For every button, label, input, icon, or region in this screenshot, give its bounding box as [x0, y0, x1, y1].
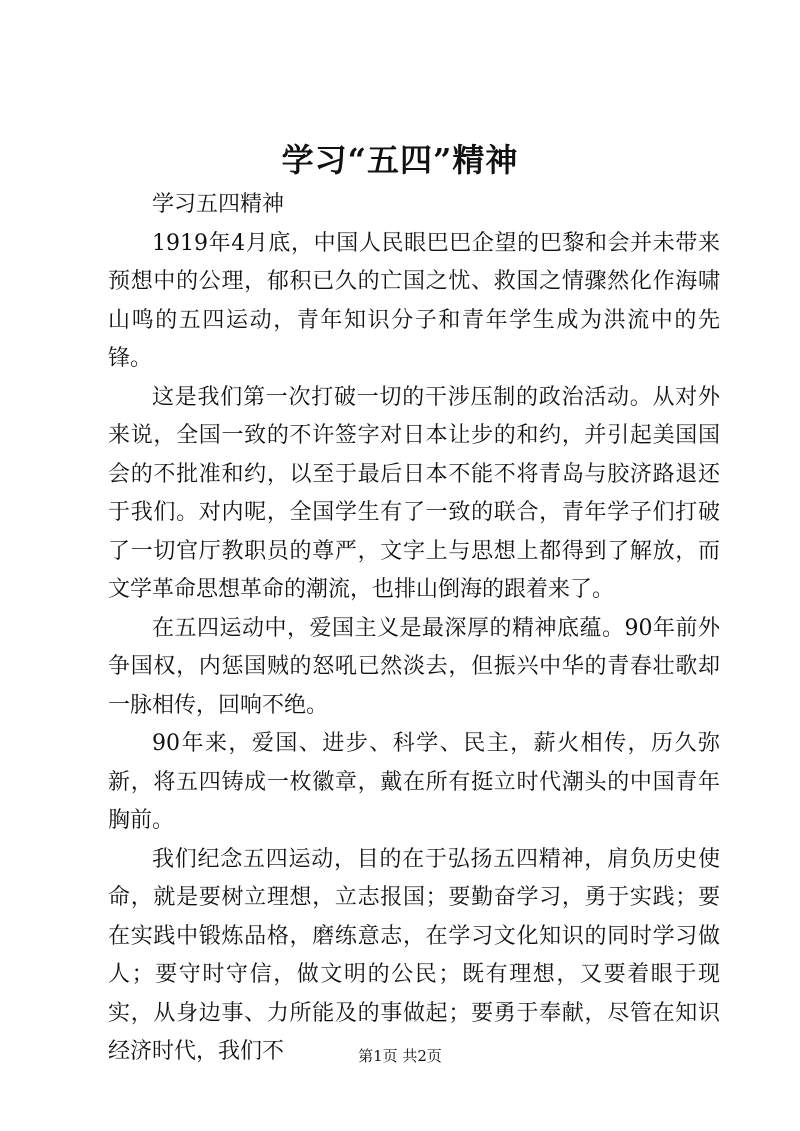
paragraph-subtitle: 学习五四精神	[152, 192, 285, 217]
paragraph: 这是我们第一次打破一切的干涉压制的政治活动。从对外来说，全国一致的不许签字对日本让步的和约，并引起美国国会的不批准和约，以至于最后日本不能不将青岛与胶济路退还于我们。对内呢，全国学生有了一致的联合，青年学子们打破了一切官厅教职员的尊严，文字上与思想上都得到了解放，而文学革命思想革命的潮流，也排山倒海的跟着来了。	[108, 384, 720, 602]
page-footer: 第1页 共2页	[358, 1047, 442, 1065]
document-body	[108, 186, 720, 1072]
paragraph: 90年来，爱国、进步、科学、民主，薪火相传，历久弥新，将五四铸成一枚徽章，戴在所有挺立时代潮头的中国青年胸前。	[108, 731, 720, 833]
document-title: 学习“五四”精神	[281, 141, 519, 179]
paragraph: 我们纪念五四运动，目的在于弘扬五四精神，肩负历史使命，就是要树立理想，立志报国；要勤奋学习，勇于实践；要在实践中锻炼品格，磨练意志，在学习文化知识的同时学习做人；要守时守信，做文明的公民；既有理想，又要着眼于现实，从身边事、力所能及的事做起；要勇于奉献，尽管在知识经济时代，我们不	[108, 846, 720, 1064]
paragraph: 1919年4月底，中国人民眼巴巴企望的巴黎和会并未带来预想中的公理，郁积已久的亡国之忧、救国之情骤然化作海啸山鸣的五四运动，青年知识分子和青年学生成为洪流中的先锋。	[108, 230, 720, 371]
paragraph: 在五四运动中，爱国主义是最深厚的精神底蕴。90年前外争国权，内惩国贼的怒吼已然淡去，但振兴中华的青春壮歌却一脉相传，回响不绝。	[108, 615, 720, 718]
